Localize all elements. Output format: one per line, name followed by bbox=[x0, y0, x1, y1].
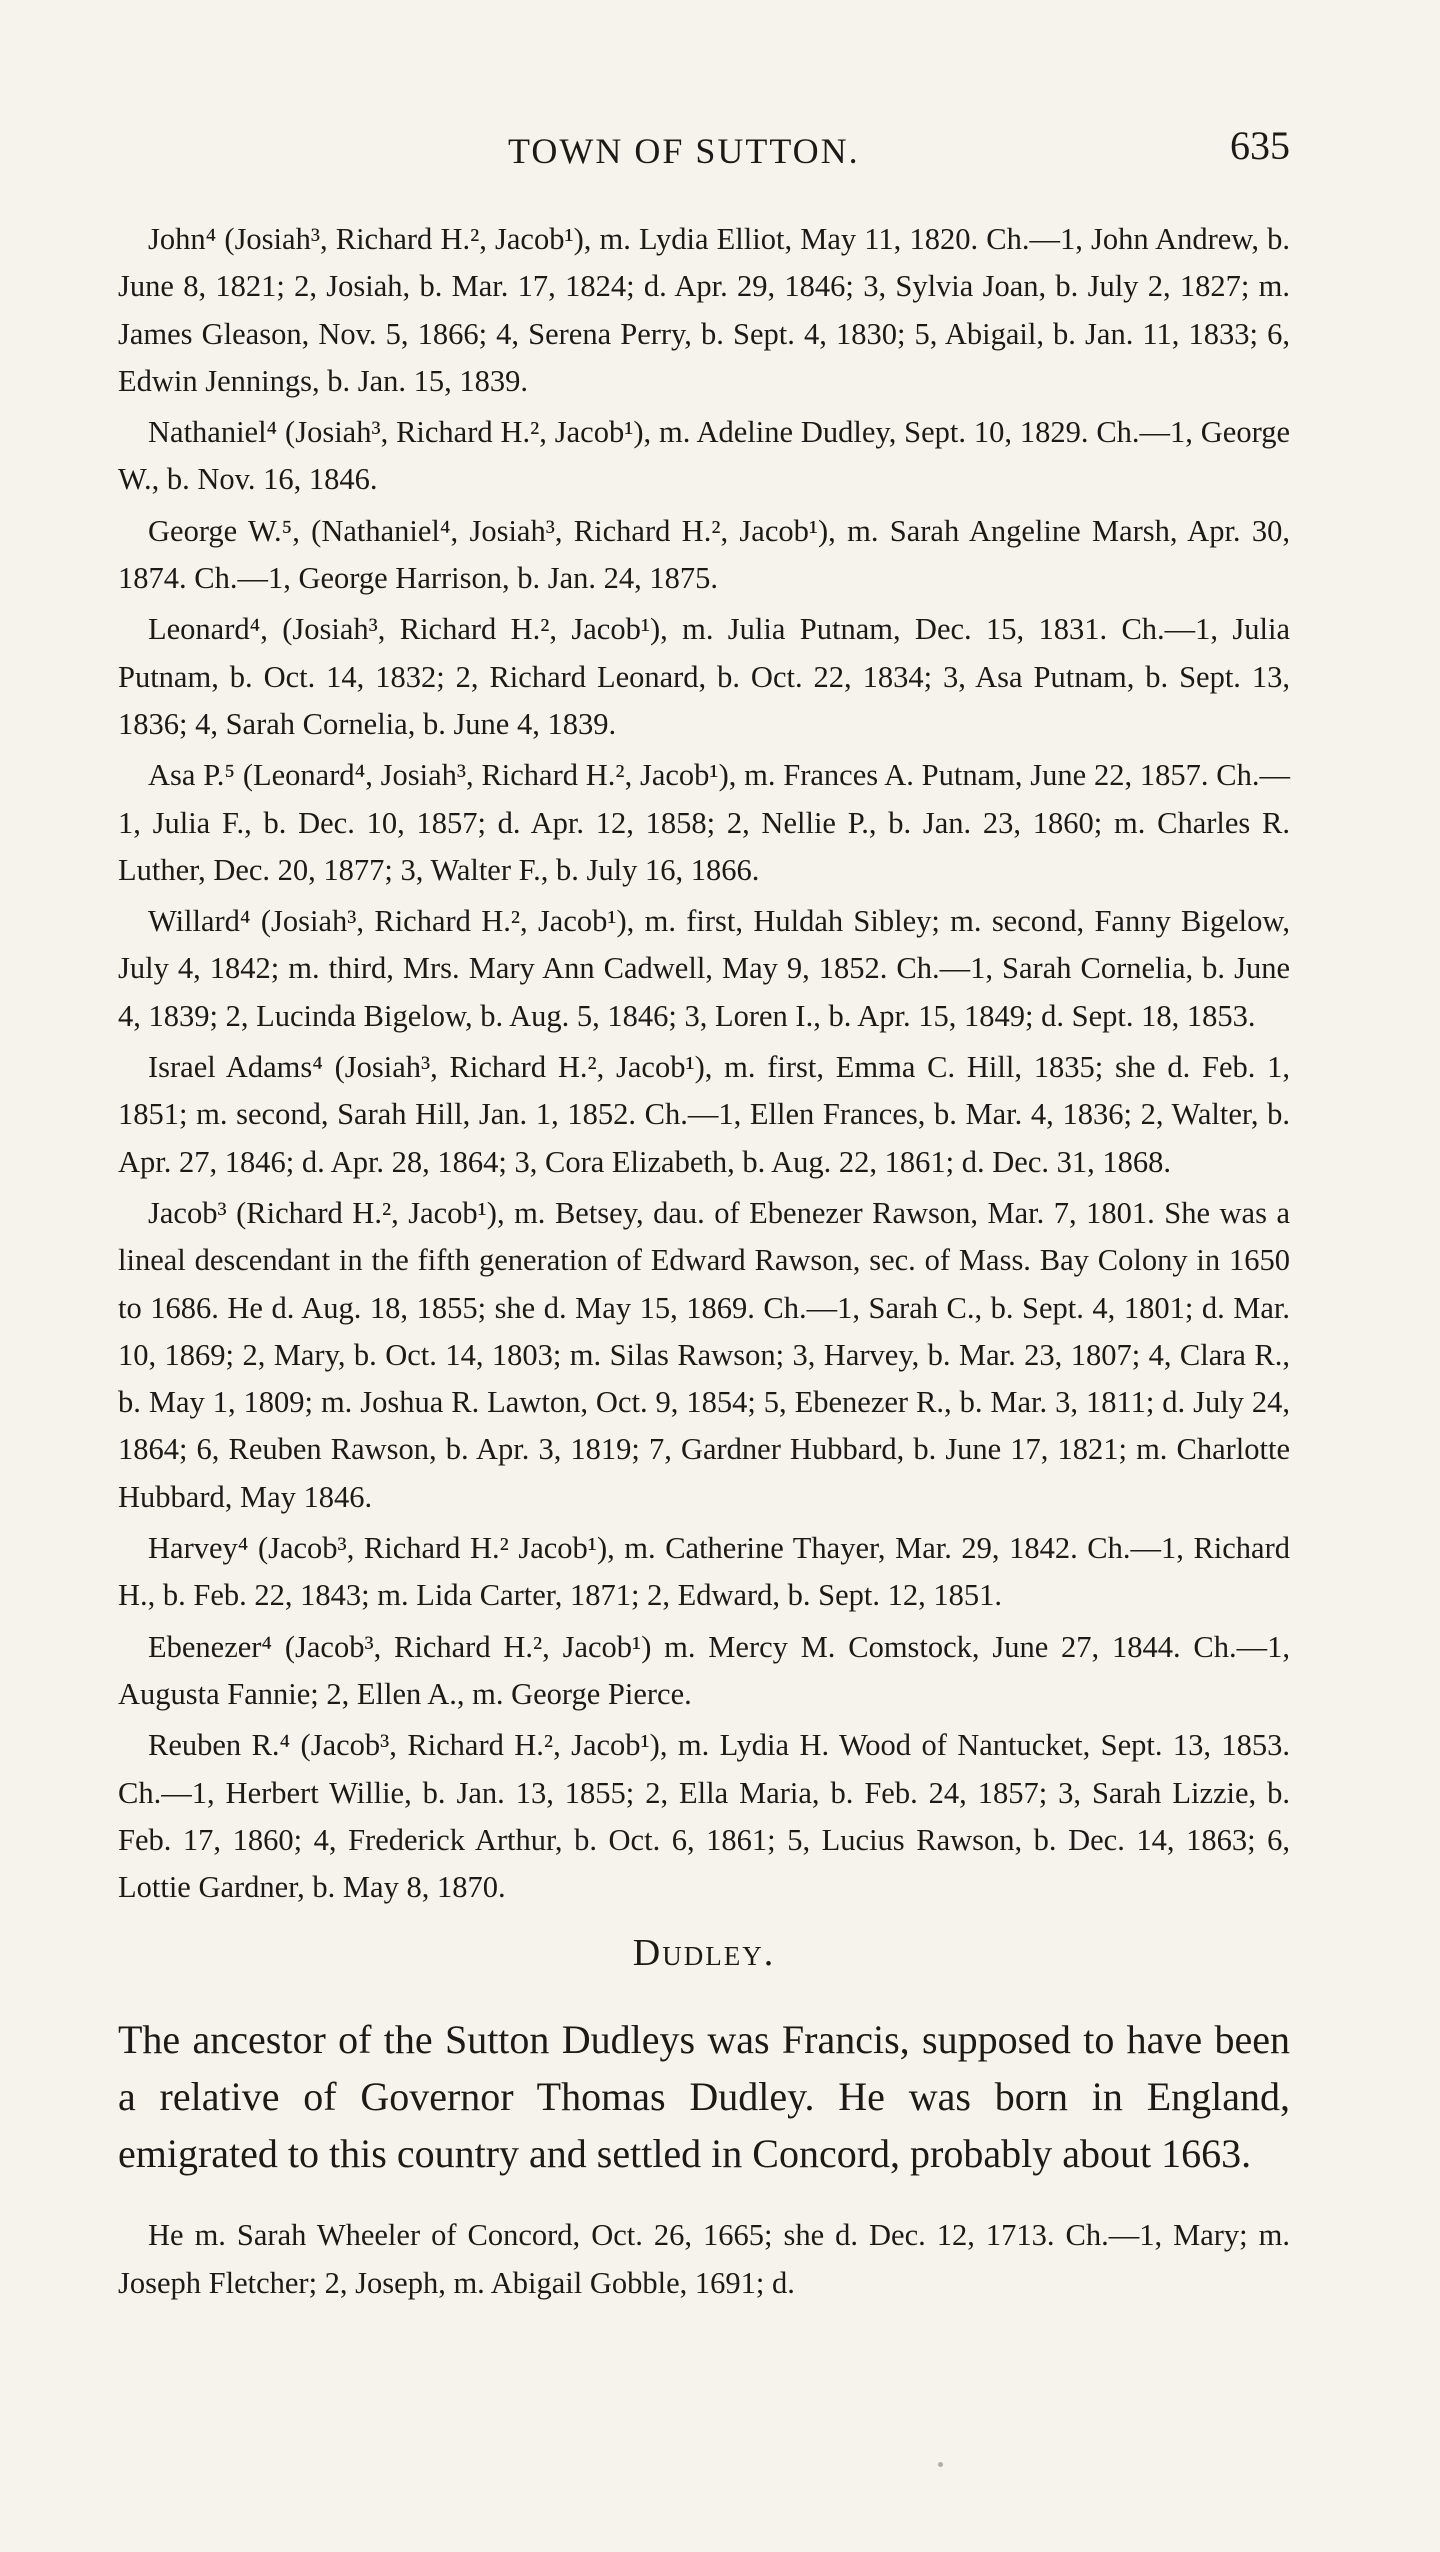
running-title: TOWN OF SUTTON. bbox=[508, 131, 860, 171]
paper-speck bbox=[938, 2462, 943, 2467]
genealogy-entry: Asa P.⁵ (Leonard⁴, Josiah³, Richard H.², Jacob¹), m. Frances A. Putnam, June 22, 1857. Ch.—1, Julia F., b. Dec. 10, 1857; d. Apr. 12, 1858; 2, Nellie P., b. Jan. 23, 1860; m. Charles R. Luther, Dec. 20, 1877; 3, Walter F., b. July 16, 1866. bbox=[118, 758, 1290, 887]
genealogy-entry: Harvey⁴ (Jacob³, Richard H.² Jacob¹), m. Catherine Thayer, Mar. 29, 1842. Ch.—1, Richard H., b. Feb. 22, 1843; m. Lida Carter, 1871; 2, Edward, b. Sept. 12, 1851. bbox=[118, 1531, 1290, 1613]
genealogy-entry: Nathaniel⁴ (Josiah³, Richard H.², Jacob¹), m. Adeline Dudley, Sept. 10, 1829. Ch.—1, George W., b. Nov. 16, 1846. bbox=[118, 415, 1290, 497]
page-header bbox=[118, 118, 1290, 188]
genealogy-entry: Leonard⁴, (Josiah³, Richard H.², Jacob¹), m. Julia Putnam, Dec. 15, 1831. Ch.—1, Julia Putnam, b. Oct. 14, 1832; 2, Richard Leonard, b. Oct. 22, 1834; 3, Asa Putnam, b. Sept. 13, 1836; 4, Sarah Cornelia, b. June 4, 1839. bbox=[118, 612, 1290, 741]
genealogy-entry: Jacob³ (Richard H.², Jacob¹), m. Betsey, dau. of Ebenezer Rawson, Mar. 7, 1801. She was a lineal descendant in the fifth generation of Edward Rawson, sec. of Mass. Bay Colony in 1650 to 1686. He d. Aug. 18, 1855; she d. May 15, 1869. Ch.—1, Sarah C., b. Sept. 4, 1801; d. Mar. 10, 1869; 2, Mary, b. Oct. 14, 1803; m. Silas Rawson; 3, Harvey, b. Mar. 23, 1807; 4, Clara R., b. May 1, 1809; m. Joshua R. Lawton, Oct. 9, 1854; 5, Ebenezer R., b. Mar. 3, 1811; d. July 24, 1864; 6, Reuben Rawson, b. Apr. 3, 1819; 7, Gardner Hubbard, b. June 17, 1821; m. Charlotte Hubbard, May 1846. bbox=[118, 1195, 1290, 1514]
genealogy-entry: Israel Adams⁴ (Josiah³, Richard H.², Jacob¹), m. first, Emma C. Hill, 1835; she d. Feb. 1, 1851; m. second, Sarah Hill, Jan. 1, 1852. Ch.—1, Ellen Frances, b. Mar. 4, 1836; 2, Walter, b. Apr. 27, 1846; d. Apr. 28, 1864; 3, Cora Elizabeth, b. Aug. 22, 1861; d. Dec. 31, 1868. bbox=[118, 1050, 1290, 1179]
genealogy-entry: George W.⁵, (Nathaniel⁴, Josiah³, Richard H.², Jacob¹), m. Sarah Angeline Marsh, Apr. 30, 1874. Ch.—1, George Harrison, b. Jan. 24, 1875. bbox=[118, 513, 1290, 596]
genealogy-entries bbox=[118, 216, 1290, 1911]
page-number: 635 bbox=[1230, 123, 1290, 168]
section-heading: Dudley. bbox=[632, 1932, 776, 1975]
genealogy-entry: Reuben R.⁴ (Jacob³, Richard H.², Jacob¹), m. Lydia H. Wood of Nantucket, Sept. 13, 1853. Ch.—1, Herbert Willie, b. Jan. 13, 1855; 2, Ella Maria, b. Feb. 24, 1857; 3, Sarah Lizzie, b. Feb. 17, 1860; 4, Frederick Arthur, b. Oct. 6, 1861; 5, Lucius Rawson, b. Dec. 14, 1863; 6, Lottie Gardner, b. May 8, 1870. bbox=[118, 1728, 1290, 1905]
genealogy-entry: Willard⁴ (Josiah³, Richard H.², Jacob¹), m. first, Huldah Sibley; m. second, Fanny Bigelow, July 4, 1842; m. third, Mrs. Mary Ann Cadwell, May 9, 1852. Ch.—1, Sarah Cornelia, b. June 4, 1839; 2, Lucinda Bigelow, b. Aug. 5, 1846; 3, Loren I., b. Apr. 15, 1849; d. Sept. 18, 1853. bbox=[118, 904, 1290, 1033]
genealogy-entry: He m. Sarah Wheeler of Concord, Oct. 26, 1665; she d. Dec. 12, 1713. Ch.—1, Mary; m. Joseph Fletcher; 2, Joseph, m. Abigail Gobble, 1691; d. bbox=[118, 2218, 1290, 2300]
genealogy-entry: Ebenezer⁴ (Jacob³, Richard H.², Jacob¹) m. Mercy M. Comstock, June 27, 1844. Ch.—1, Augusta Fannie; 2, Ellen A., m. George Pierce. bbox=[118, 1629, 1290, 1711]
section-intro: The ancestor of the Sutton Dudleys was Francis, supposed to have been a relative of Governor Thomas Dudley. He was born in England, emigrated to this country and settled in Concord, probably about 1663. bbox=[118, 2017, 1290, 2177]
book-page bbox=[118, 118, 1290, 2307]
genealogy-entry: John⁴ (Josiah³, Richard H.², Jacob¹), m. Lydia Elliot, May 11, 1820. Ch.—1, John Andrew, b. June 8, 1821; 2, Josiah, b. Mar. 17, 1824; d. Apr. 29, 1846; 3, Sylvia Joan, b. July 2, 1827; m. James Gleason, Nov. 5, 1866; 4, Serena Perry, b. Sept. 4, 1830; 5, Abigail, b. Jan. 11, 1833; 6, Edwin Jennings, b. Jan. 15, 1839. bbox=[118, 222, 1290, 398]
